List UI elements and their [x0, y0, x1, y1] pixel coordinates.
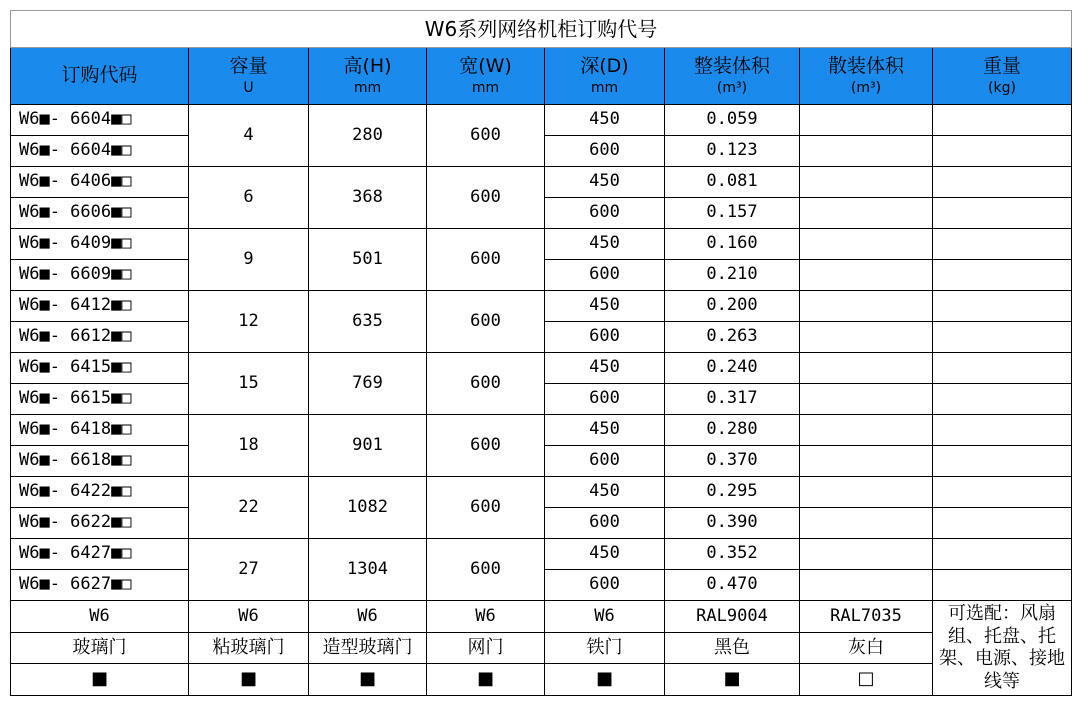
height-cell: 635 [309, 291, 427, 353]
footer-marks-row [11, 664, 1072, 696]
option-mark-icon: □ [800, 664, 933, 696]
capacity-cell: 27 [189, 539, 309, 601]
width-cell: 600 [427, 167, 545, 229]
depth-cell: 450 [545, 353, 665, 384]
assembled-volume-cell: 0.370 [665, 446, 800, 477]
capacity-cell: 4 [189, 105, 309, 167]
assembled-volume-cell: 0.210 [665, 260, 800, 291]
depth-cell: 600 [545, 136, 665, 167]
order-code-cell: W6■- 6609■□ [11, 260, 189, 291]
header-label: 容量 [229, 55, 268, 78]
series-cell: W6 [189, 601, 309, 633]
order-code-cell: W6■- 6622■□ [11, 508, 189, 539]
header-bulk-volume [800, 48, 933, 105]
weight-cell [933, 446, 1072, 477]
depth-cell: 450 [545, 415, 665, 446]
order-code-cell: W6■- 6627■□ [11, 570, 189, 601]
bulk-volume-cell [800, 384, 933, 415]
height-cell: 901 [309, 415, 427, 477]
order-code-table [10, 10, 1072, 696]
order-code-cell: W6■- 6418■□ [11, 415, 189, 446]
door-option-cell: 粘玻璃门 [189, 632, 309, 664]
depth-cell: 450 [545, 291, 665, 322]
order-code-cell: W6■- 6406■□ [11, 167, 189, 198]
series-cell: W6 [309, 601, 427, 633]
table-row [11, 167, 1072, 198]
weight-cell [933, 384, 1072, 415]
header-label: 高(H) [343, 55, 392, 78]
depth-cell: 600 [545, 198, 665, 229]
header-unit: mm [353, 79, 382, 96]
capacity-cell: 22 [189, 477, 309, 539]
order-code-cell: W6■- 6615■□ [11, 384, 189, 415]
height-cell: 280 [309, 105, 427, 167]
footer-options-row [11, 632, 1072, 664]
table-row [11, 353, 1072, 384]
header-height [309, 48, 427, 105]
header-unit: (kg) [988, 79, 1016, 96]
option-mark-icon: ■ [11, 664, 189, 696]
assembled-volume-cell: 0.470 [665, 570, 800, 601]
header-label: 散装体积 [827, 55, 904, 78]
depth-cell: 600 [545, 322, 665, 353]
assembled-volume-cell: 0.059 [665, 105, 800, 136]
header-capacity [189, 48, 309, 105]
assembled-volume-cell: 0.160 [665, 229, 800, 260]
weight-cell [933, 291, 1072, 322]
capacity-cell: 6 [189, 167, 309, 229]
header-weight [933, 48, 1072, 105]
assembled-volume-cell: 0.317 [665, 384, 800, 415]
order-code-cell: W6■- 6606■□ [11, 198, 189, 229]
weight-cell [933, 260, 1072, 291]
width-cell: 600 [427, 539, 545, 601]
header-assembled-volume [665, 48, 800, 105]
door-option-cell: 网门 [427, 632, 545, 664]
weight-cell [933, 539, 1072, 570]
option-mark-icon: ■ [309, 664, 427, 696]
table-title: W6系列网络机柜订购代号 [11, 11, 1072, 48]
order-code-cell: W6■- 6604■□ [11, 105, 189, 136]
assembled-volume-cell: 0.157 [665, 198, 800, 229]
depth-cell: 450 [545, 229, 665, 260]
width-cell: 600 [427, 291, 545, 353]
capacity-cell: 15 [189, 353, 309, 415]
bulk-volume-cell [800, 570, 933, 601]
assembled-volume-cell: 0.280 [665, 415, 800, 446]
table-row [11, 477, 1072, 508]
table-row [11, 291, 1072, 322]
series-cell: W6 [11, 601, 189, 633]
optional-accessories-note: 可选配：风扇组、托盘、托架、电源、接地线等 [933, 601, 1072, 696]
weight-cell [933, 198, 1072, 229]
header-unit: U [243, 79, 254, 96]
order-code-cell: W6■- 6422■□ [11, 477, 189, 508]
assembled-volume-cell: 0.295 [665, 477, 800, 508]
order-code-cell: W6■- 6604■□ [11, 136, 189, 167]
assembled-volume-cell: 0.263 [665, 322, 800, 353]
bulk-volume-cell [800, 539, 933, 570]
table-row [11, 539, 1072, 570]
order-code-cell: W6■- 6618■□ [11, 446, 189, 477]
assembled-volume-cell: 0.200 [665, 291, 800, 322]
table-row [11, 105, 1072, 136]
header-label: 整装体积 [693, 55, 770, 78]
bulk-volume-cell [800, 260, 933, 291]
series-cell: RAL9004 [665, 601, 800, 633]
assembled-volume-cell: 0.352 [665, 539, 800, 570]
header-unit: (m³) [716, 79, 748, 96]
header-label: 深(D) [580, 55, 629, 78]
option-mark-icon: ■ [665, 664, 800, 696]
capacity-cell: 9 [189, 229, 309, 291]
weight-cell [933, 415, 1072, 446]
option-mark-icon: ■ [545, 664, 665, 696]
bulk-volume-cell [800, 353, 933, 384]
height-cell: 1082 [309, 477, 427, 539]
bulk-volume-cell [800, 415, 933, 446]
weight-cell [933, 477, 1072, 508]
depth-cell: 600 [545, 384, 665, 415]
bulk-volume-cell [800, 229, 933, 260]
header-label: 订购代码 [61, 64, 138, 87]
order-code-cell: W6■- 6415■□ [11, 353, 189, 384]
weight-cell [933, 229, 1072, 260]
door-option-cell: 灰白 [800, 632, 933, 664]
height-cell: 501 [309, 229, 427, 291]
depth-cell: 600 [545, 508, 665, 539]
weight-cell [933, 105, 1072, 136]
capacity-cell: 18 [189, 415, 309, 477]
option-mark-icon: ■ [427, 664, 545, 696]
bulk-volume-cell [800, 291, 933, 322]
height-cell: 368 [309, 167, 427, 229]
header-depth [545, 48, 665, 105]
width-cell: 600 [427, 415, 545, 477]
depth-cell: 450 [545, 539, 665, 570]
capacity-cell: 12 [189, 291, 309, 353]
header-order-code [11, 48, 189, 105]
weight-cell [933, 353, 1072, 384]
bulk-volume-cell [800, 446, 933, 477]
depth-cell: 600 [545, 446, 665, 477]
bulk-volume-cell [800, 167, 933, 198]
header-label: 宽(W) [459, 55, 512, 78]
assembled-volume-cell: 0.123 [665, 136, 800, 167]
header-label: 重量 [982, 55, 1021, 78]
width-cell: 600 [427, 353, 545, 415]
bulk-volume-cell [800, 322, 933, 353]
height-cell: 769 [309, 353, 427, 415]
assembled-volume-cell: 0.390 [665, 508, 800, 539]
order-code-cell: W6■- 6427■□ [11, 539, 189, 570]
header-unit: mm [471, 79, 500, 96]
series-cell: W6 [545, 601, 665, 633]
depth-cell: 450 [545, 167, 665, 198]
depth-cell: 450 [545, 105, 665, 136]
width-cell: 600 [427, 229, 545, 291]
order-code-cell: W6■- 6612■□ [11, 322, 189, 353]
door-option-cell: 铁门 [545, 632, 665, 664]
bulk-volume-cell [800, 477, 933, 508]
weight-cell [933, 136, 1072, 167]
height-cell: 1304 [309, 539, 427, 601]
order-code-cell: W6■- 6409■□ [11, 229, 189, 260]
depth-cell: 600 [545, 260, 665, 291]
bulk-volume-cell [800, 136, 933, 167]
series-cell: W6 [427, 601, 545, 633]
header-unit: mm [590, 79, 619, 96]
door-option-cell: 黑色 [665, 632, 800, 664]
table-row [11, 415, 1072, 446]
order-code-cell: W6■- 6412■□ [11, 291, 189, 322]
order-code-sheet [10, 10, 1071, 696]
bulk-volume-cell [800, 198, 933, 229]
option-mark-icon: ■ [189, 664, 309, 696]
series-cell: RAL7035 [800, 601, 933, 633]
footer-series-row [11, 601, 1072, 633]
header-unit: (m³) [850, 79, 882, 96]
depth-cell: 600 [545, 570, 665, 601]
weight-cell [933, 322, 1072, 353]
bulk-volume-cell [800, 508, 933, 539]
weight-cell [933, 508, 1072, 539]
width-cell: 600 [427, 477, 545, 539]
depth-cell: 450 [545, 477, 665, 508]
header-row [11, 48, 1072, 105]
door-option-cell: 造型玻璃门 [309, 632, 427, 664]
header-width [427, 48, 545, 105]
door-option-cell: 玻璃门 [11, 632, 189, 664]
width-cell: 600 [427, 105, 545, 167]
weight-cell [933, 570, 1072, 601]
assembled-volume-cell: 0.240 [665, 353, 800, 384]
weight-cell [933, 167, 1072, 198]
table-row [11, 229, 1072, 260]
assembled-volume-cell: 0.081 [665, 167, 800, 198]
bulk-volume-cell [800, 105, 933, 136]
